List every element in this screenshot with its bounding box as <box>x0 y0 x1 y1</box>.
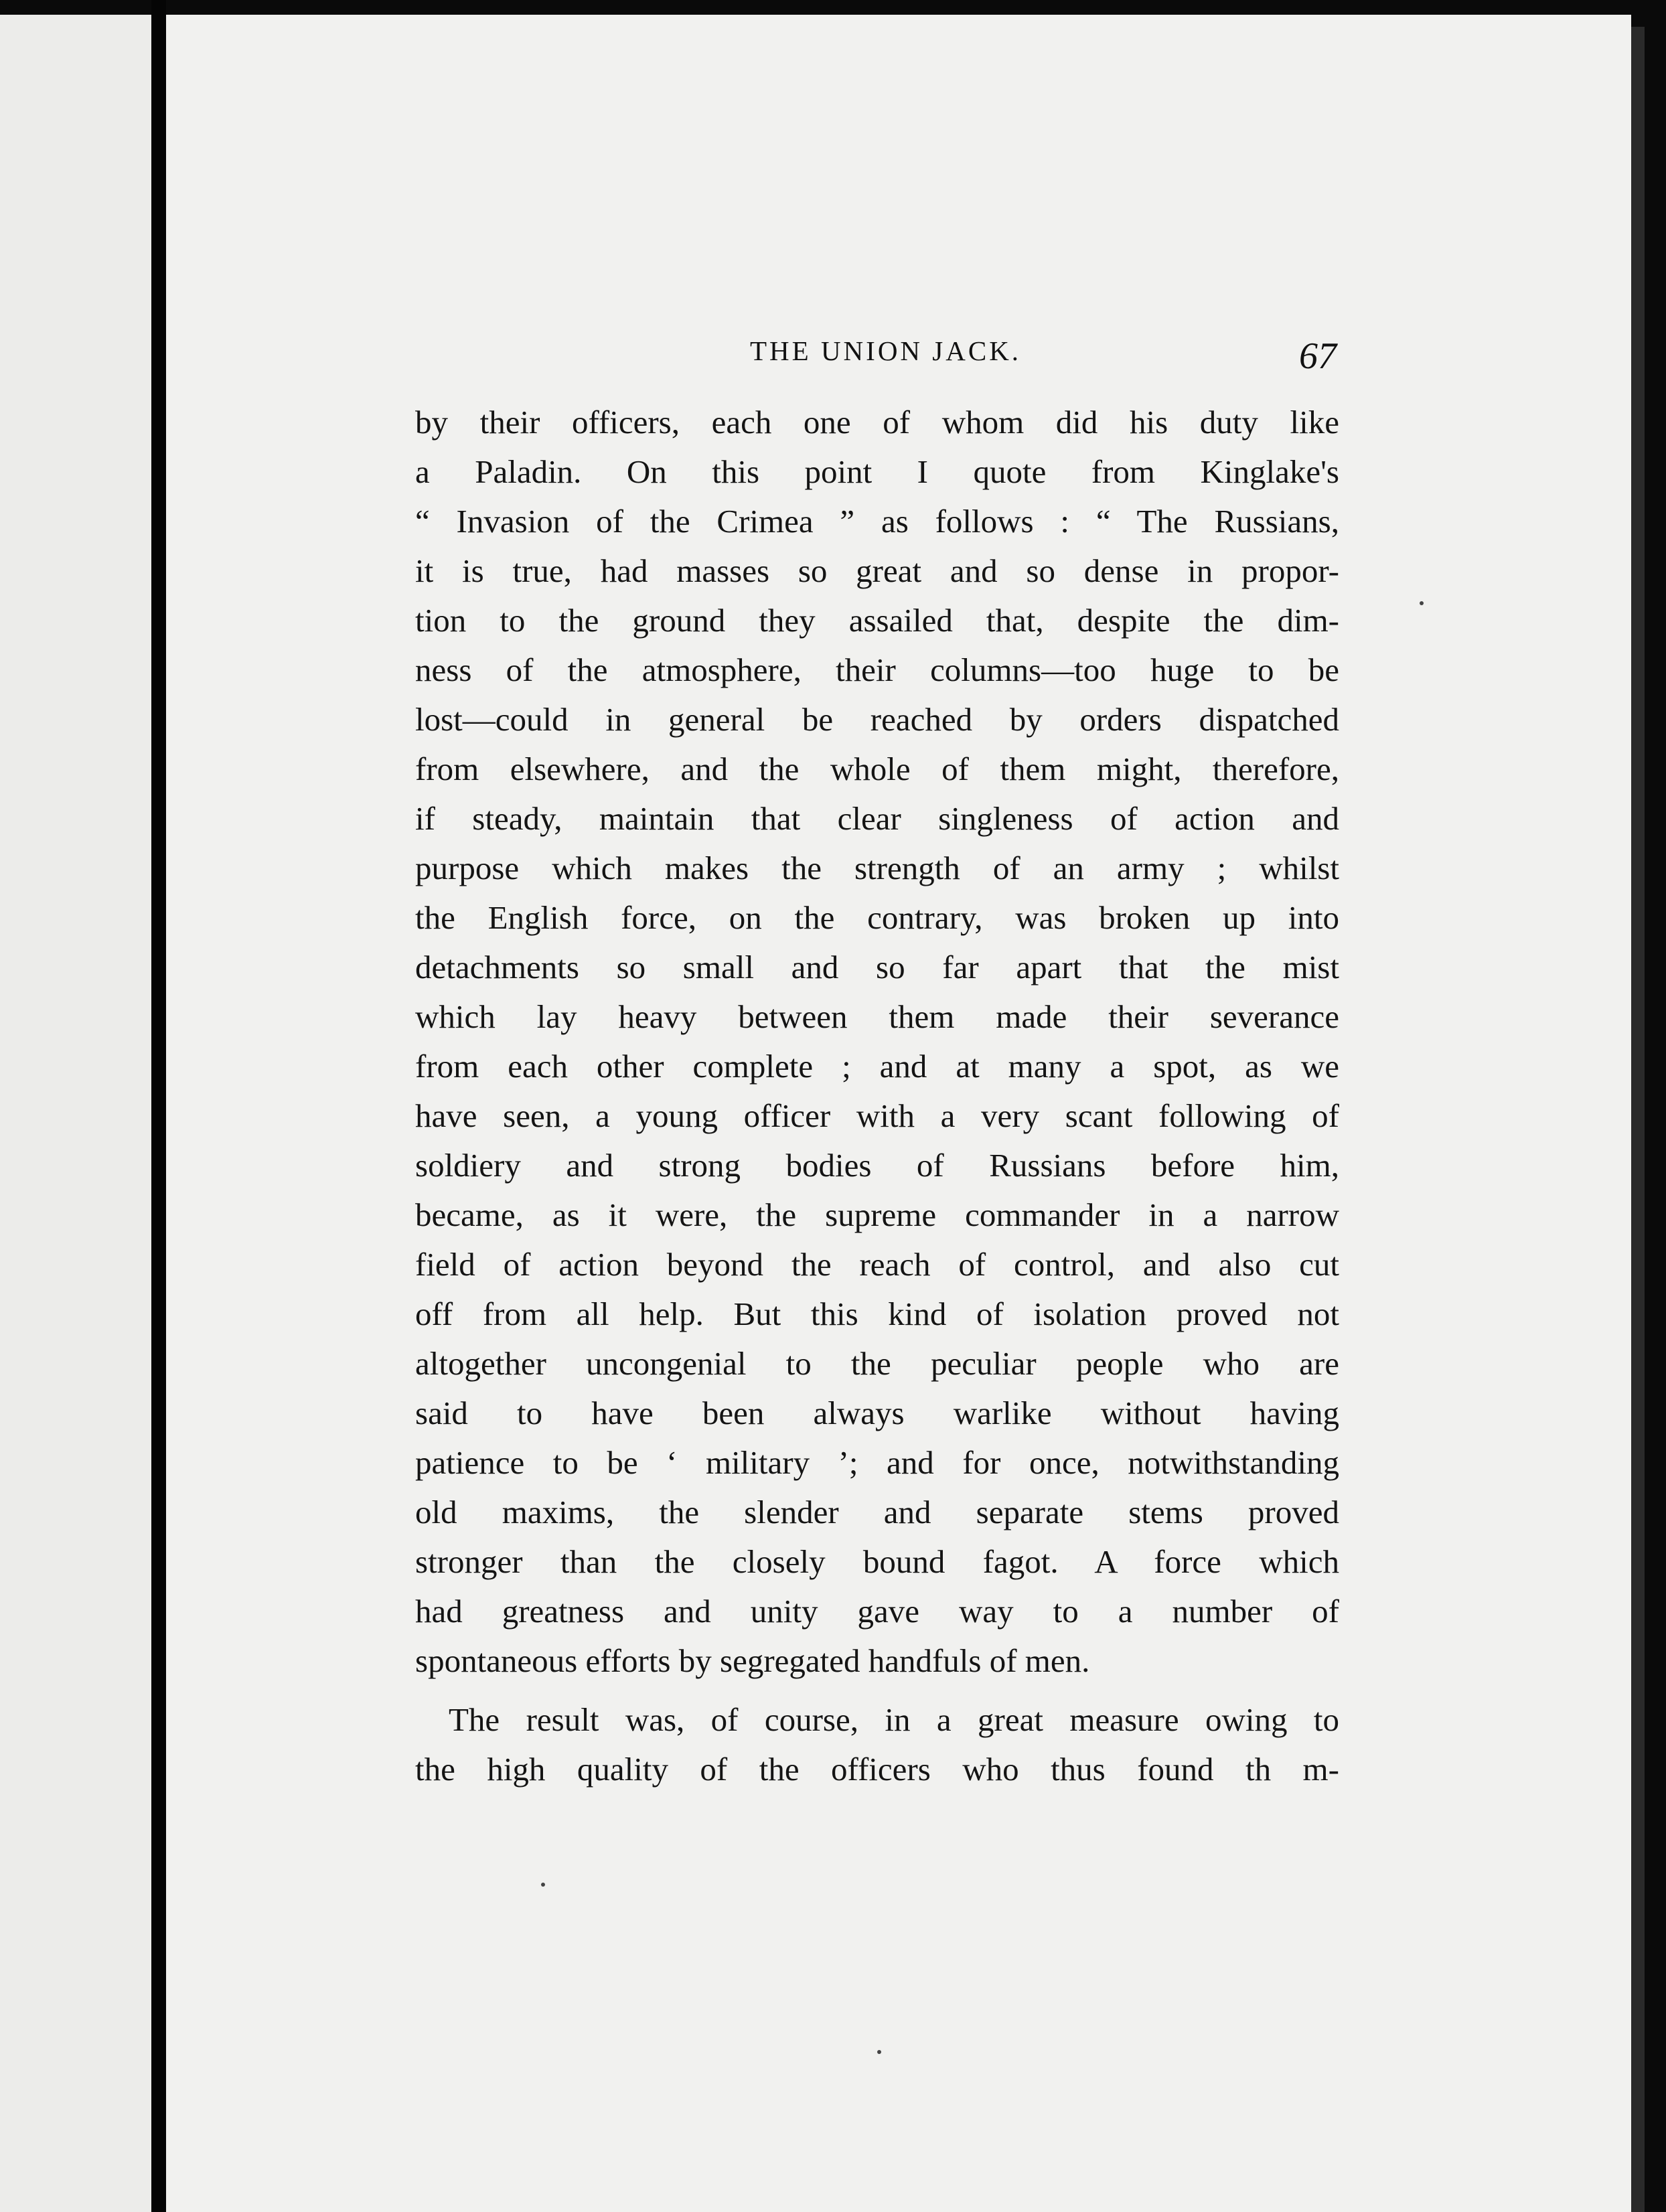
text-line: The result was, of course, in a great measure owing to <box>449 1701 1339 1738</box>
text-line: said to have been always warlike without having <box>415 1395 1339 1431</box>
scan-border <box>1645 40 1666 2212</box>
text-line: from each other complete ; and at many a spot, as we <box>415 1048 1339 1085</box>
paragraph-spacer <box>415 1686 1339 1695</box>
text-line: “ Invasion of the Crimea ” as follows : “ The Russians, <box>415 503 1339 540</box>
paragraph-2 <box>415 1695 1339 1794</box>
facing-page-edge <box>0 15 151 2212</box>
text-line: if steady, maintain that clear singleness of action and <box>415 800 1339 837</box>
text-line: it is true, had masses so great and so dense in propor- <box>415 552 1339 589</box>
page-edge-shadow <box>1631 27 1645 2212</box>
text-line: from elsewhere, and the whole of them might, therefore, <box>415 750 1339 787</box>
text-line: the high quality of the officers who thus found th m- <box>415 1751 1339 1788</box>
scan-speck <box>877 2050 881 2054</box>
paragraph-1 <box>415 398 1339 1686</box>
scan-speck <box>1420 601 1424 605</box>
text-line: which lay heavy between them made their severance <box>415 998 1339 1035</box>
running-title: THE UNION JACK. <box>750 335 1022 366</box>
text-line: off from all help. But this kind of isolation proved not <box>415 1295 1339 1332</box>
text-line: have seen, a young officer with a very scant following of <box>415 1097 1339 1134</box>
text-line: soldiery and strong bodies of Russians before him, <box>415 1147 1339 1184</box>
page-number: 67 <box>1299 335 1337 377</box>
text-line: purpose which makes the strength of an army ; whilst <box>415 850 1339 886</box>
book-gutter <box>151 0 166 2212</box>
text-line: tion to the ground they assailed that, despite the dim- <box>415 602 1339 639</box>
text-line: ness of the atmosphere, their columns—too huge to be <box>415 651 1339 688</box>
text-line: the English force, on the contrary, was broken up into <box>415 899 1339 936</box>
text-line: old maxims, the slender and separate stems proved <box>415 1494 1339 1530</box>
scan-speck <box>541 1883 545 1887</box>
body-text <box>415 398 1339 1794</box>
text-line: patience to be ‘ military ’; and for once, notwithstanding <box>415 1444 1339 1481</box>
text-line: altogether uncongenial to the peculiar people who are <box>415 1345 1339 1382</box>
text-line: lost—could in general be reached by orders dispatched <box>415 701 1339 738</box>
text-line: detachments so small and so far apart that the mist <box>415 949 1339 985</box>
text-line: stronger than the closely bound fagot. A force which <box>415 1543 1339 1580</box>
text-line: by their officers, each one of whom did his duty like <box>415 404 1339 441</box>
text-line: spontaneous efforts by segregated handfuls of men. <box>415 1642 1090 1679</box>
text-line: became, as it were, the supreme commander in a narrow <box>415 1196 1339 1233</box>
text-line: field of action beyond the reach of control, and also cut <box>415 1246 1339 1283</box>
text-line: had greatness and unity gave way to a number of <box>415 1593 1339 1630</box>
text-line: a Paladin. On this point I quote from Kinglake's <box>415 453 1339 490</box>
